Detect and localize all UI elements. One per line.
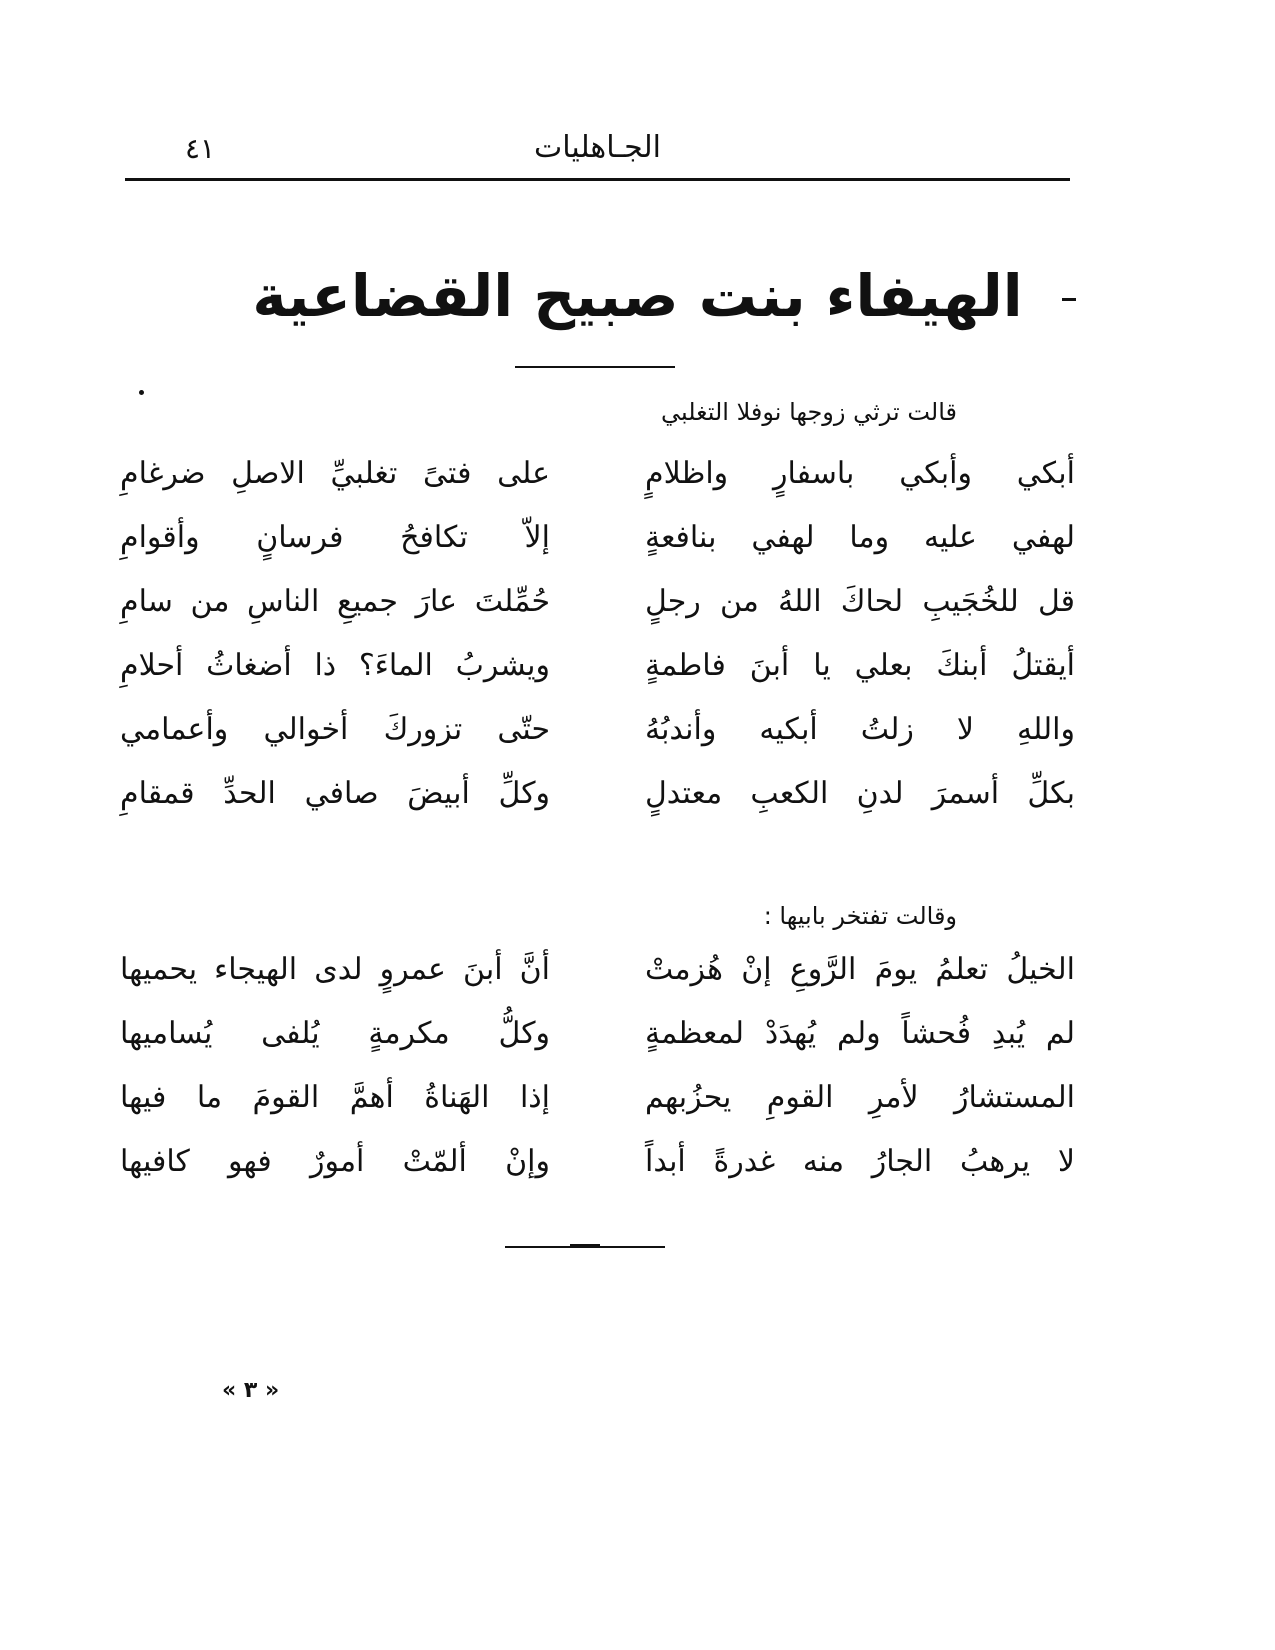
verse-second-hemistich: حتّى تزوركَ أخوالي وأعمامي <box>120 712 550 747</box>
verse-first-hemistich: لا يرهبُ الجارُ منه غدرةً أبداً <box>645 1144 1075 1179</box>
verse-line <box>120 520 1075 584</box>
title-underline <box>515 366 675 368</box>
verse-second-hemistich: ويشربُ الماءَ؟ ذا أضغاثُ أحلامِ <box>120 648 550 683</box>
verse-line <box>120 456 1075 520</box>
verse-line <box>120 584 1075 648</box>
verse-first-hemistich: المستشارُ لأمرِ القومِ يحزُبهم <box>645 1080 1075 1115</box>
end-ornament-center <box>570 1244 600 1248</box>
verse-first-hemistich: لم يُبدِ فُحشاً ولم يُهدَدْ لمعظمةٍ <box>645 1016 1075 1051</box>
poem1-intro: قالت ترثي زوجها نوفلا التغلبي <box>660 398 957 426</box>
verse-second-hemistich: حُمِّلتَ عارَ جميعِ الناسِ من سامِ <box>120 584 550 619</box>
verse-second-hemistich: إلاّ تكافحُ فرسانٍ وأقوامِ <box>120 520 550 555</box>
verse-first-hemistich: لهفي عليه وما لهفي بنافعةٍ <box>645 520 1075 555</box>
verse-second-hemistich: على فتىً تغلبيِّ الاصلِ ضرغامِ <box>120 456 550 491</box>
poem2-intro: وقالت تفتخر بابيها : <box>763 902 957 930</box>
poem2-verses <box>120 952 1075 1208</box>
verse-second-hemistich: أنَّ أبنَ عمروٍ لدى الهيجاء يحميها <box>120 952 550 987</box>
signature-mark: « ٣ » <box>222 1378 280 1403</box>
verse-line <box>120 648 1075 712</box>
verse-first-hemistich: أبكي وأبكي باسفارٍ واظلامٍ <box>645 456 1075 491</box>
running-header <box>125 128 1070 180</box>
verse-second-hemistich: وكلِّ أبيضَ صافي الحدِّ قمقامِ <box>120 776 550 811</box>
poem1-verses <box>120 456 1075 840</box>
verse-first-hemistich: أيقتلُ أبنكَ بعلي يا أبنَ فاطمةٍ <box>645 648 1075 683</box>
header-rule <box>125 178 1070 181</box>
verse-second-hemistich: إذا الهَناةُ أهمَّ القومَ ما فيها <box>120 1080 550 1115</box>
verse-line <box>120 1016 1075 1080</box>
verse-line <box>120 1080 1075 1144</box>
verse-first-hemistich: واللهِ لا زلتُ أبكيه وأندبُهُ <box>645 712 1075 747</box>
verse-line <box>120 776 1075 840</box>
verse-second-hemistich: وكلُّ مكرمةٍ يُلفى يُساميها <box>120 1016 550 1051</box>
verse-second-hemistich: وإنْ ألمّتْ أمورٌ فهو كافيها <box>120 1144 550 1179</box>
verse-line <box>120 712 1075 776</box>
verse-first-hemistich: الخيلُ تعلمُ يومَ الرَّوعِ إنْ هُزمتْ <box>645 952 1075 987</box>
page-number: ٤١ <box>185 132 216 165</box>
verse-first-hemistich: بكلِّ أسمرَ لدنِ الكعبِ معتدلٍ <box>645 776 1075 811</box>
running-title: الجـاهليات <box>534 130 661 165</box>
verse-line <box>120 952 1075 1016</box>
verse-line <box>120 1144 1075 1208</box>
margin-dot <box>139 390 144 395</box>
poem-title: الهيفاء بنت صبيح القضاعية <box>252 262 1023 330</box>
verse-first-hemistich: قل للخُجَيبِ لحاكَ اللهُ من رجلٍ <box>645 584 1075 619</box>
